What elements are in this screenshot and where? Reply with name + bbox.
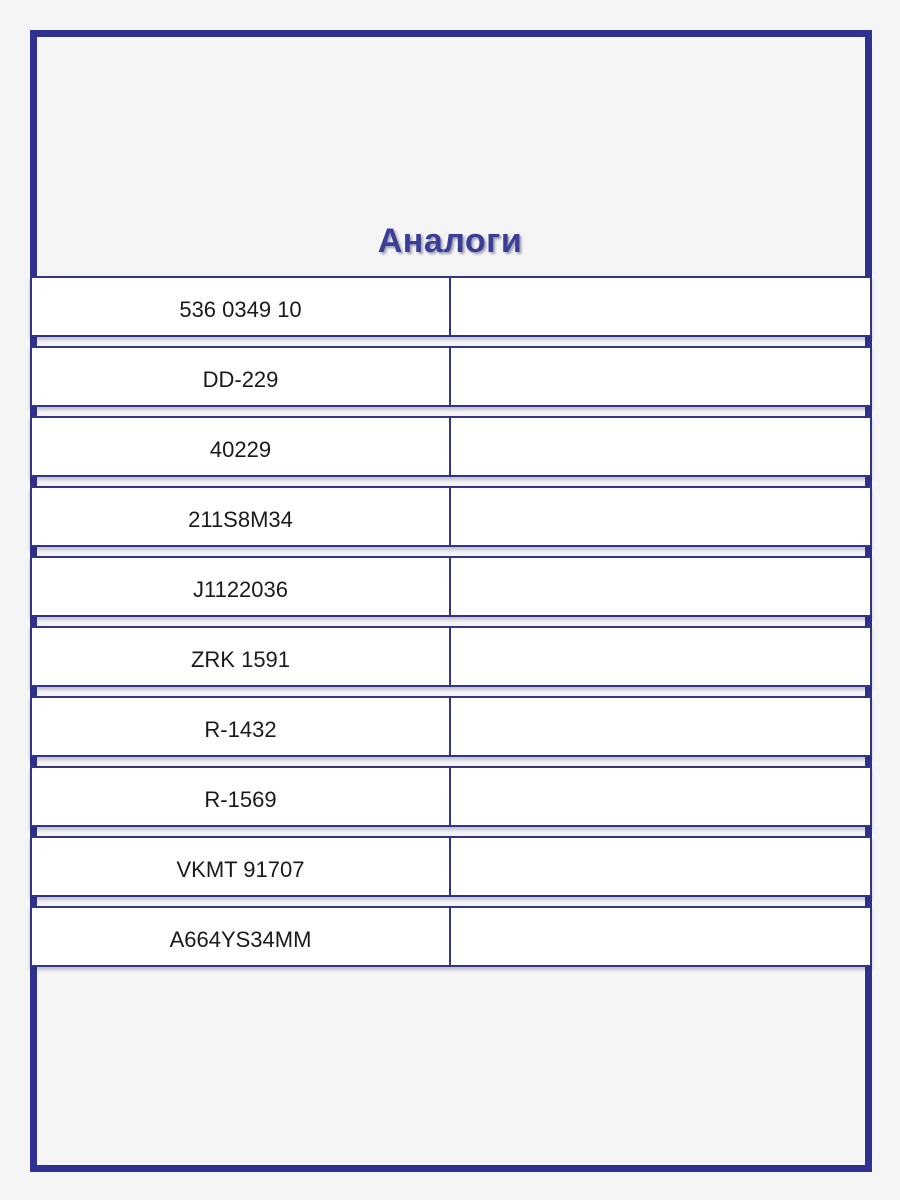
analog-code: 40229 (32, 418, 451, 475)
analog-code: R-1569 (32, 768, 451, 825)
analog-code: 211S8M34 (32, 488, 451, 545)
table-row (30, 556, 872, 617)
analog-empty-cell (451, 418, 870, 475)
analog-empty-cell (451, 348, 870, 405)
analog-empty-cell (451, 558, 870, 615)
table-row (30, 346, 872, 407)
analog-code: ZRK 1591 (32, 628, 451, 685)
table-row (30, 766, 872, 827)
analog-empty-cell (451, 628, 870, 685)
analog-code: A664YS34MM (32, 908, 451, 965)
analog-empty-cell (451, 838, 870, 895)
analog-code: J1122036 (32, 558, 451, 615)
table-row (30, 696, 872, 757)
table-row (30, 836, 872, 897)
analogs-table (30, 276, 872, 976)
analog-empty-cell (451, 698, 870, 755)
analog-empty-cell (451, 278, 870, 335)
table-row (30, 906, 872, 967)
table-row (30, 626, 872, 687)
table-row (30, 416, 872, 477)
analog-code: VKMT 91707 (32, 838, 451, 895)
analog-empty-cell (451, 488, 870, 545)
page-title: Аналоги (377, 222, 523, 260)
analog-empty-cell (451, 908, 870, 965)
table-row (30, 486, 872, 547)
analog-empty-cell (451, 768, 870, 825)
table-row (30, 276, 872, 337)
analog-code: DD-229 (32, 348, 451, 405)
analog-code: 536 0349 10 (32, 278, 451, 335)
analog-code: R-1432 (32, 698, 451, 755)
